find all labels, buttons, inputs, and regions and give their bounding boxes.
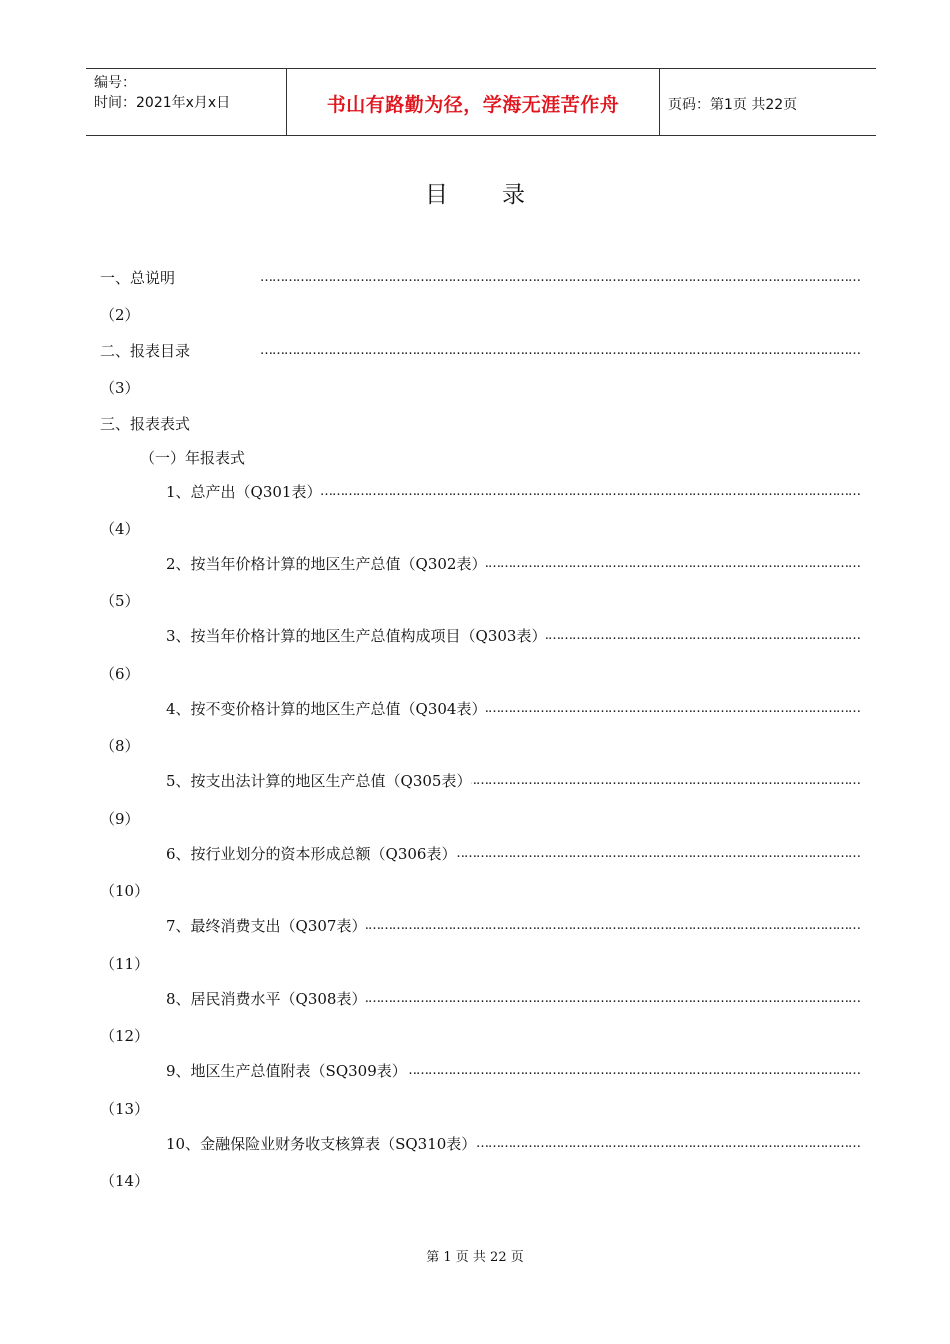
leader-dots xyxy=(476,1132,860,1156)
toc-entry-label: 5、按支出法计算的地区生产总值（Q305表） xyxy=(166,772,472,790)
code-label: 编号： xyxy=(94,75,136,91)
toc-page-number: （10） xyxy=(100,882,150,900)
toc-entry[interactable] xyxy=(166,1059,860,1083)
toc-subsection-label: （一）年报表式 xyxy=(140,449,246,467)
toc-entry[interactable] xyxy=(166,842,860,866)
header-page-cell xyxy=(668,69,876,137)
toc-entry-label: 6、按行业划分的资本形成总额（Q306表） xyxy=(166,845,457,863)
leader-dots xyxy=(471,769,860,793)
page-footer xyxy=(0,1246,950,1265)
toc-item-general[interactable] xyxy=(100,266,860,290)
page-label: 页码：第1页 共22页 xyxy=(668,97,798,113)
toc-page-number: （13） xyxy=(100,1100,150,1118)
toc-item-report-forms[interactable] xyxy=(100,412,860,436)
toc-page-number: （14） xyxy=(100,1172,150,1190)
toc-entry-label: 9、地区生产总值附表（SQ309表） xyxy=(166,1062,407,1080)
toc-subsection-annual[interactable] xyxy=(140,446,860,470)
leader-dots xyxy=(366,914,860,938)
toc-page-number: （5） xyxy=(100,592,140,610)
toc-page-number: （12） xyxy=(100,1027,150,1045)
leader-dots xyxy=(486,697,860,721)
leader-dots xyxy=(190,339,860,363)
toc-item-label: 二、报表目录 xyxy=(100,342,191,360)
toc-page-number: （3） xyxy=(100,379,140,397)
toc-entry-label: 2、按当年价格计算的地区生产总值（Q302表） xyxy=(166,555,487,573)
toc-entry-label: 4、按不变价格计算的地区生产总值（Q304表） xyxy=(166,700,487,718)
toc-entry[interactable] xyxy=(166,480,860,504)
toc-page-number: （8） xyxy=(100,737,140,755)
toc-entry[interactable] xyxy=(166,914,860,938)
toc-page-number: （4） xyxy=(100,520,140,538)
toc-entry[interactable] xyxy=(166,624,860,648)
toc-entry[interactable] xyxy=(166,552,860,576)
toc-entry-label: 7、最终消费支出（Q307表） xyxy=(166,917,367,935)
toc-entry[interactable] xyxy=(166,697,860,721)
toc-item-label: 一、总说明 xyxy=(100,269,176,287)
toc-page-number: （9） xyxy=(100,810,140,828)
toc-entry-label: 3、按当年价格计算的地区生产总值构成项目（Q303表） xyxy=(166,627,547,645)
header-motto-cell xyxy=(286,69,660,135)
leader-dots xyxy=(456,842,860,866)
toc-item-label: 三、报表表式 xyxy=(100,415,191,433)
leader-dots xyxy=(321,480,860,504)
toc-page-number: （11） xyxy=(100,955,150,973)
leader-dots xyxy=(407,1059,860,1083)
toc-page-number: （2） xyxy=(100,306,140,324)
toc-entry-label: 8、居民消费水平（Q308表） xyxy=(166,990,367,1008)
toc-entry-label: 10、金融保险业财务收支核算表（SQ310表） xyxy=(166,1135,477,1153)
document-header xyxy=(86,68,876,136)
time-label: 时间：2021年x月x日 xyxy=(94,95,231,111)
motto-text: 书山有路勤为径，学海无涯苦作舟 xyxy=(326,93,620,116)
leader-dots xyxy=(175,266,860,290)
toc-entry[interactable] xyxy=(166,1132,860,1156)
toc-entry-label: 1、总产出（Q301表） xyxy=(166,483,322,501)
toc-item-report-list[interactable] xyxy=(100,339,860,363)
toc-page-number: （6） xyxy=(100,665,140,683)
toc-entry[interactable] xyxy=(166,769,860,793)
header-meta xyxy=(94,69,284,135)
toc-entry[interactable] xyxy=(166,987,860,1011)
leader-dots xyxy=(546,624,860,648)
leader-dots xyxy=(366,987,860,1011)
page-title: 目录 xyxy=(425,182,579,208)
footer-page-text: 第 1 页 共 22 页 xyxy=(426,1250,524,1265)
leader-dots xyxy=(486,552,860,576)
